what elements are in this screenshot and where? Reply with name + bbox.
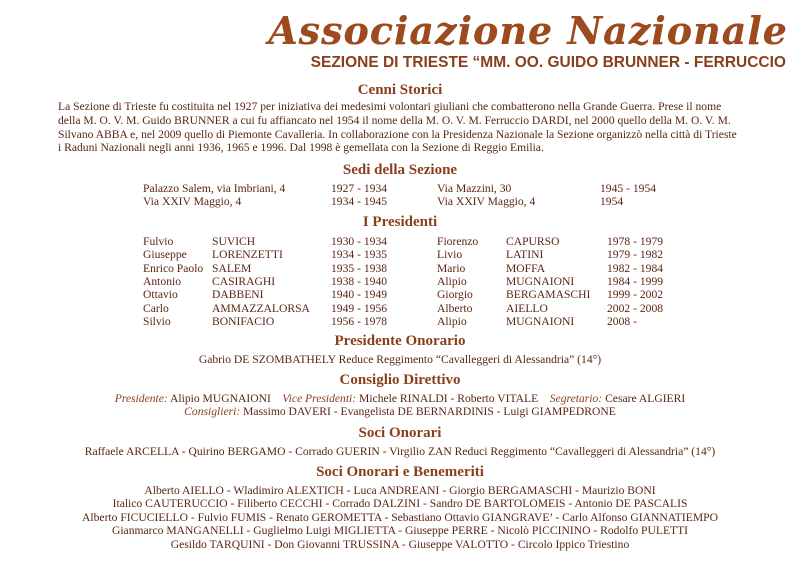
sede-address: Via XXIV Maggio, 4 bbox=[143, 195, 242, 208]
president-years: 2002 - 2008 bbox=[607, 301, 664, 315]
president-years: 2008 - bbox=[607, 314, 637, 328]
president-years: 1938 - 1940 bbox=[331, 274, 388, 288]
benemeriti-list bbox=[0, 484, 800, 551]
consiglio-line-1 bbox=[0, 392, 800, 405]
president-first-name: Mario bbox=[437, 261, 466, 275]
president-first-name: Silvio bbox=[143, 314, 171, 328]
cenni-paragraph bbox=[58, 100, 748, 155]
president-surname: MOFFA bbox=[506, 261, 546, 275]
presidente-label: Presidente: bbox=[114, 392, 168, 405]
president-first-name: Alipio bbox=[437, 274, 467, 288]
cenni-line: della M. O. V. M. Guido BRUNNER a cui fu affiancato nel 1954 il nome della M. O. V. M. Ferruccio DARDI, nel 2000 quello della M. O. V. M. bbox=[58, 113, 731, 127]
page-title: Associazione Nazionale bbox=[268, 8, 788, 53]
benemeriti-line: Gesildo TARQUINI - Don Giovanni TRUSSINA - Giuseppe VALOTTO - Circolo Ippico Triestino bbox=[170, 537, 630, 551]
president-first-name: Giorgio bbox=[437, 288, 473, 302]
president-surname: SUVICH bbox=[212, 235, 256, 248]
president-years: 1930 - 1934 bbox=[331, 235, 388, 248]
presidente-name: Alipio MUGNAIONI bbox=[167, 392, 271, 405]
sede-years: 1927 - 1934 bbox=[331, 182, 388, 195]
president-first-name: Alberto bbox=[437, 301, 473, 315]
president-first-name: Giuseppe bbox=[143, 248, 187, 262]
cenni-line: i Raduni Nazionali negli anni 1936, 1965 e 1996. Dal 1998 è gemellata con la Sezione di Reggio Emilia. bbox=[58, 141, 544, 155]
president-years: 1940 - 1949 bbox=[331, 288, 388, 302]
president-surname: SALEM bbox=[212, 261, 252, 275]
president-surname: AIELLO bbox=[506, 301, 548, 315]
sede-years: 1934 - 1945 bbox=[331, 195, 388, 208]
onorario-text: Gabrio DE SZOMBATHELY Reduce Reggimento “Cavalleggeri di Alessandria” (14°) bbox=[198, 353, 602, 366]
vice-label: Vice Presidenti: bbox=[282, 392, 357, 405]
benemeriti-line: Gianmarco MANGANELLI - Guglielmo Luigi MIGLIETTA - Giuseppe PERRE - Nicolò PICCININO - Rodolfo PULETTI bbox=[111, 524, 689, 538]
president-years: 1935 - 1938 bbox=[331, 261, 388, 275]
president-surname: MUGNAIONI bbox=[506, 314, 575, 328]
president-surname: CAPURSO bbox=[506, 235, 560, 248]
soci-onorari-heading: Soci Onorari bbox=[358, 425, 442, 441]
consiglieri-names: Massimo DAVERI - Evangelista DE BERNARDINIS - Luigi GIAMPEDRONE bbox=[240, 405, 616, 418]
president-years: 1949 - 1956 bbox=[331, 301, 388, 315]
sede-address: Palazzo Salem, via Imbriani, 4 bbox=[143, 182, 286, 195]
consiglio-line-2 bbox=[0, 405, 800, 418]
president-first-name: Antonio bbox=[143, 274, 182, 288]
president-surname: CASIRAGHI bbox=[212, 274, 276, 288]
sedi-heading: Sedi della Sezione bbox=[342, 162, 458, 178]
president-surname: AMMAZZALORSA bbox=[212, 301, 310, 315]
president-surname: LATINI bbox=[506, 248, 544, 262]
segretario-name: Cesare ALGIERI bbox=[602, 392, 686, 405]
presidenti-heading: I Presidenti bbox=[362, 214, 438, 230]
president-years: 1934 - 1935 bbox=[331, 248, 388, 262]
sede-years: 1954 bbox=[600, 195, 624, 208]
president-surname: MUGNAIONI bbox=[506, 274, 575, 288]
president-years: 1982 - 1984 bbox=[607, 261, 664, 275]
president-first-name: Enrico Paolo bbox=[143, 261, 204, 275]
president-years: 1984 - 1999 bbox=[607, 274, 664, 288]
president-first-name: Fiorenzo bbox=[437, 235, 479, 248]
president-years: 1956 - 1978 bbox=[331, 314, 388, 328]
president-years: 1979 - 1982 bbox=[607, 248, 664, 262]
benemeriti-heading: Soci Onorari e Benemeriti bbox=[316, 464, 484, 480]
sede-address: Via Mazzini, 30 bbox=[437, 182, 512, 195]
president-first-name: Ottavio bbox=[143, 288, 178, 302]
cenni-heading: Cenni Storici bbox=[357, 82, 443, 98]
president-first-name: Carlo bbox=[143, 301, 169, 315]
president-first-name: Fulvio bbox=[143, 235, 174, 248]
segretario-label: Segretario: bbox=[549, 392, 603, 405]
benemeriti-line: Italico CAUTERUCCIO - Filiberto CECCHI - Corrado DALZINI - Sandro DE BARTOLOMEIS - Antonio DE PASCALIS bbox=[112, 497, 688, 511]
page-subtitle: SEZIONE DI TRIESTE “MM. OO. GUIDO BRUNNER - FERRUCCIO bbox=[310, 54, 786, 71]
benemeriti-line: Alberto FICUCIELLO - Fulvio FUMIS - Renato GEROMETTA - Sebastiano Ottavio GIANGRAVE’ - Carlo Alfonso GIANNATIEMPO bbox=[82, 510, 718, 524]
cenni-line: Silvano ABBA e, nel 2009 quello di Piemonte Cavalleria. In collaborazione con la Presidenza Nazionale la Sezione organizzò nella città di Trieste bbox=[58, 127, 737, 141]
soci-onorari-text: Raffaele ARCELLA - Quirino BERGAMO - Corrado GUERIN - Virgilio ZAN Reduci Reggimento “Cavalleggeri di Alessandria” (14°) bbox=[84, 445, 716, 458]
president-first-name: Alipio bbox=[437, 314, 467, 328]
sede-address: Via XXIV Maggio, 4 bbox=[437, 195, 536, 208]
consiglio-heading: Consiglio Direttivo bbox=[339, 372, 461, 388]
president-surname: BERGAMASCHI bbox=[506, 288, 591, 302]
president-surname: DABBENI bbox=[212, 288, 264, 302]
president-surname: BONIFACIO bbox=[212, 314, 275, 328]
president-surname: LORENZETTI bbox=[212, 248, 283, 262]
vice-names: Michele RINALDI - Roberto VITALE bbox=[356, 392, 539, 405]
president-years: 1978 - 1979 bbox=[607, 235, 664, 248]
president-first-name: Livio bbox=[437, 248, 463, 262]
sede-years: 1945 - 1954 bbox=[600, 182, 657, 195]
president-years: 1999 - 2002 bbox=[607, 288, 664, 302]
benemeriti-line: Alberto AIELLO - Wladimiro ALEXTICH - Luca ANDREANI - Giorgio BERGAMASCHI - Maurizio BONI bbox=[144, 484, 656, 497]
consiglieri-label: Consiglieri: bbox=[184, 405, 241, 418]
onorario-heading: Presidente Onorario bbox=[334, 333, 466, 349]
cenni-line: La Sezione di Trieste fu costituita nel 1927 per iniziativa dei medesimi volontari giuliani che combatterono nella Grande Guerra. Prese il nome bbox=[58, 100, 722, 113]
